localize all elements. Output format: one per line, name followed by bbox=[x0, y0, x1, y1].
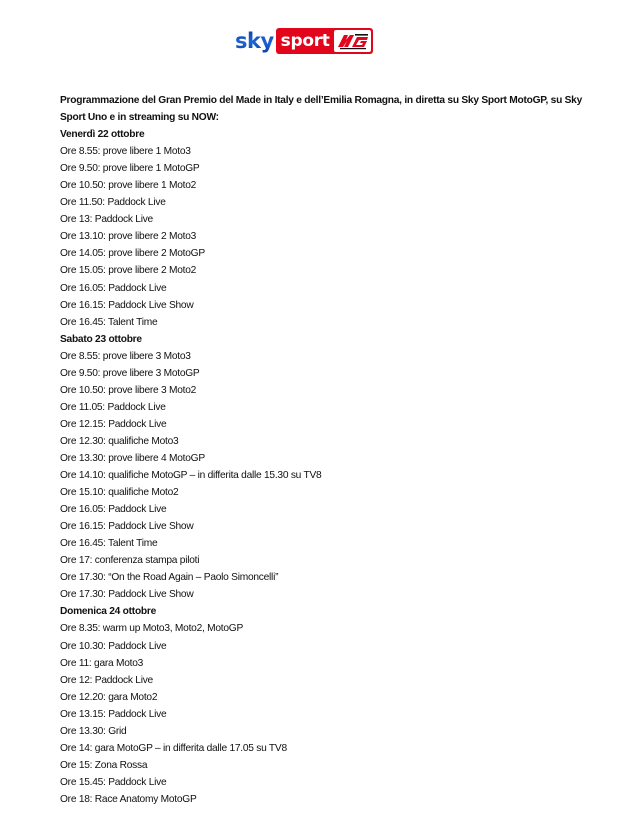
schedule-document bbox=[60, 92, 590, 808]
schedule-item: Ore 14.10: qualifiche MotoGP – in differita dalle 15.30 su TV8 bbox=[60, 470, 322, 482]
schedule-item: Ore 16.15: Paddock Live Show bbox=[60, 521, 194, 533]
schedule-item: Ore 16.05: Paddock Live bbox=[60, 504, 167, 516]
schedule-item: Ore 15.05: prove libere 2 Moto2 bbox=[60, 265, 197, 277]
schedule-item: Ore 11.05: Paddock Live bbox=[60, 401, 166, 413]
schedule-item: Ore 10.50: prove libere 3 Moto2 bbox=[60, 384, 197, 396]
day-section bbox=[60, 603, 590, 808]
schedule-item: Ore 8.55: prove libere 3 Moto3 bbox=[60, 350, 191, 362]
schedule-item: Ore 11: gara Moto3 bbox=[60, 657, 144, 669]
schedule-item: Ore 13: Paddock Live bbox=[60, 214, 153, 226]
schedule-item: Ore 11.50: Paddock Live bbox=[60, 197, 166, 209]
day-heading: Domenica 24 ottobre bbox=[60, 606, 157, 618]
motogp-logo-icon bbox=[334, 30, 371, 52]
logo-sky-text: sky bbox=[235, 29, 274, 53]
schedule-item: Ore 17.30: Paddock Live Show bbox=[60, 589, 194, 601]
schedule-item: Ore 12.20: gara Moto2 bbox=[60, 691, 158, 703]
schedule-item: Ore 14.05: prove libere 2 MotoGP bbox=[60, 248, 205, 260]
schedule-item: Ore 12.30: qualifiche Moto3 bbox=[60, 435, 179, 447]
schedule-item: Ore 13.30: Grid bbox=[60, 725, 127, 737]
schedule-item: Ore 8.55: prove libere 1 Moto3 bbox=[60, 146, 191, 158]
schedule-item: Ore 16.15: Paddock Live Show bbox=[60, 299, 194, 311]
day-heading: Venerdì 22 ottobre bbox=[60, 129, 145, 141]
logo-sport-text: sport bbox=[280, 31, 330, 51]
day-section bbox=[60, 331, 590, 604]
schedule-item: Ore 15.10: qualifiche Moto2 bbox=[60, 487, 179, 499]
schedule-item: Ore 17.30: “On the Road Again – Paolo Simoncelli” bbox=[60, 572, 279, 584]
day-section bbox=[60, 126, 590, 331]
schedule-item: Ore 13.15: Paddock Live bbox=[60, 708, 167, 720]
schedule-item: Ore 17: conferenza stampa piloti bbox=[60, 555, 200, 567]
schedule-item: Ore 14: gara MotoGP – in differita dalle 17.05 su TV8 bbox=[60, 742, 287, 754]
intro-paragraph: Programmazione del Gran Premio del Made in Italy e dell’Emilia Romagna, in diretta su Sky Sport MotoGP, su Sky Sport Uno e in streaming su NOW: bbox=[60, 95, 583, 124]
sky-sport-logo bbox=[235, 27, 373, 55]
schedule-item: Ore 12: Paddock Live bbox=[60, 674, 153, 686]
schedule-item: Ore 16.45: Talent Time bbox=[60, 538, 158, 550]
logo-sport-box bbox=[276, 28, 373, 54]
schedule-item: Ore 8.35: warm up Moto3, Moto2, MotoGP bbox=[60, 623, 244, 635]
schedule-item: Ore 15: Zona Rossa bbox=[60, 759, 148, 771]
schedule-item: Ore 9.50: prove libere 1 MotoGP bbox=[60, 163, 200, 175]
schedule-item: Ore 13.30: prove libere 4 MotoGP bbox=[60, 452, 205, 464]
day-heading: Sabato 23 ottobre bbox=[60, 333, 142, 345]
schedule-item: Ore 10.30: Paddock Live bbox=[60, 640, 167, 652]
schedule-item: Ore 18: Race Anatomy MotoGP bbox=[60, 793, 197, 805]
schedule-item: Ore 9.50: prove libere 3 MotoGP bbox=[60, 367, 200, 379]
schedule-item: Ore 10.50: prove libere 1 Moto2 bbox=[60, 180, 197, 192]
schedule-item: Ore 16.05: Paddock Live bbox=[60, 282, 167, 294]
schedule-item: Ore 13.10: prove libere 2 Moto3 bbox=[60, 231, 197, 243]
schedule-days bbox=[60, 126, 590, 808]
schedule-item: Ore 15.45: Paddock Live bbox=[60, 776, 167, 788]
schedule-item: Ore 16.45: Talent Time bbox=[60, 316, 158, 328]
schedule-item: Ore 12.15: Paddock Live bbox=[60, 418, 167, 430]
motogp-logo-mark bbox=[336, 32, 369, 50]
